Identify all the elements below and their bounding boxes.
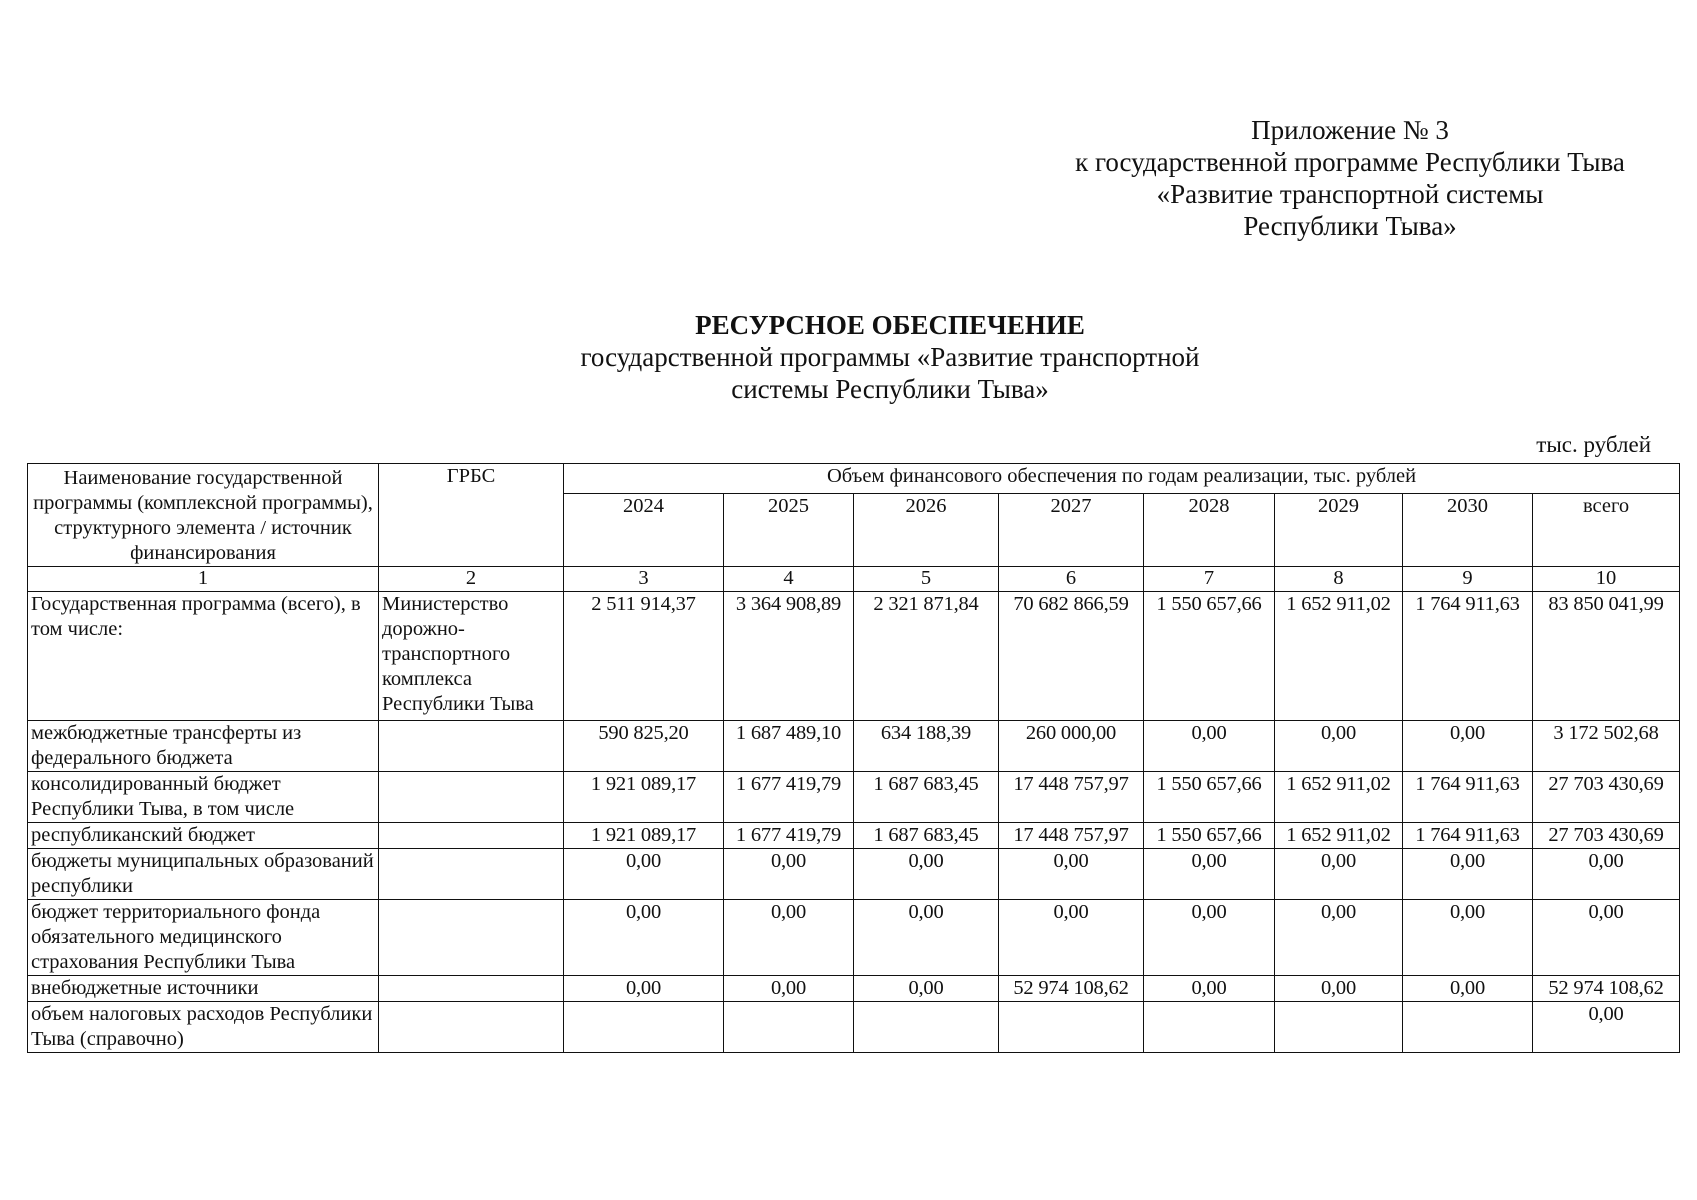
row-value: 0,00 [724,976,854,1002]
row-value: 1 764 911,63 [1403,823,1533,849]
header-year: 2027 [999,494,1144,567]
appendix-header [1040,114,1660,242]
row-value: 0,00 [854,900,999,976]
column-number: 6 [999,567,1144,592]
row-name: консолидированный бюджет Республики Тыва, в том числе [28,772,379,823]
row-value [1275,1002,1403,1053]
row-value: 0,00 [1403,721,1533,772]
row-value: 0,00 [1403,976,1533,1002]
header-year: 2028 [1144,494,1275,567]
row-value [999,1002,1144,1053]
page-subtitle-cont: системы Республики Тыва» [731,374,1049,404]
table-row [28,721,1680,772]
row-value: 260 000,00 [999,721,1144,772]
row-total: 0,00 [1533,849,1680,900]
row-value: 0,00 [724,849,854,900]
row-name: межбюджетные трансферты из федерального бюджета [28,721,379,772]
row-value: 2 511 914,37 [564,592,724,721]
row-value: 0,00 [999,900,1144,976]
row-grbs [379,976,564,1002]
row-value: 0,00 [854,849,999,900]
row-value: 0,00 [564,976,724,1002]
row-value: 0,00 [564,900,724,976]
row-value: 3 364 908,89 [724,592,854,721]
row-value: 0,00 [1144,849,1275,900]
row-value: 1 921 089,17 [564,823,724,849]
row-value: 52 974 108,62 [999,976,1144,1002]
row-grbs [379,721,564,772]
row-grbs [379,772,564,823]
row-value: 1 687 683,45 [854,772,999,823]
header-year: 2030 [1403,494,1533,567]
appendix-reference: к государственной программе Республики Тыва [1075,147,1625,177]
row-value [854,1002,999,1053]
appendix-number: Приложение № 3 [1251,115,1449,145]
row-value: 590 825,20 [564,721,724,772]
header-name: Наименование государственной программы (комплексной программы), структурного элемента / источник финансирования [28,464,379,567]
row-total: 0,00 [1533,900,1680,976]
table-row [28,849,1680,900]
row-grbs [379,900,564,976]
row-value: 1 550 657,66 [1144,592,1275,721]
row-value: 1 652 911,02 [1275,823,1403,849]
table-row [28,772,1680,823]
row-value: 0,00 [1144,721,1275,772]
row-value: 1 652 911,02 [1275,772,1403,823]
column-numbers-row [28,567,1680,592]
header-total: всего [1533,494,1680,567]
row-value: 0,00 [999,849,1144,900]
row-grbs [379,823,564,849]
header-volume: Объем финансового обеспечения по годам реализации, тыс. рублей [564,464,1680,494]
header-grbs: ГРБС [379,464,564,567]
row-value [1144,1002,1275,1053]
row-value: 17 448 757,97 [999,772,1144,823]
table-row [28,976,1680,1002]
row-total: 3 172 502,68 [1533,721,1680,772]
row-value: 0,00 [1403,849,1533,900]
row-value: 0,00 [564,849,724,900]
column-number: 10 [1533,567,1680,592]
table-row [28,823,1680,849]
row-value: 17 448 757,97 [999,823,1144,849]
column-number: 2 [379,567,564,592]
table-row [28,592,1680,721]
row-value [564,1002,724,1053]
row-name: объем налоговых расходов Республики Тыва (справочно) [28,1002,379,1053]
appendix-program-name: «Развитие транспортной системы [1156,179,1544,209]
row-total: 52 974 108,62 [1533,976,1680,1002]
row-value: 0,00 [1144,976,1275,1002]
column-number: 4 [724,567,854,592]
row-value [724,1002,854,1053]
row-value: 1 550 657,66 [1144,823,1275,849]
row-value: 634 188,39 [854,721,999,772]
row-value: 1 652 911,02 [1275,592,1403,721]
resource-table [27,463,1680,1053]
row-name: бюджеты муниципальных образований республики [28,849,379,900]
row-value: 1 764 911,63 [1403,592,1533,721]
row-value: 0,00 [854,976,999,1002]
page-subtitle: государственной программы «Развитие транспортной [580,342,1200,372]
column-number: 1 [28,567,379,592]
table-row [28,1002,1680,1053]
row-total: 0,00 [1533,1002,1680,1053]
header-year: 2026 [854,494,999,567]
row-value: 1 687 683,45 [854,823,999,849]
row-value: 1 677 419,79 [724,772,854,823]
row-value: 1 687 489,10 [724,721,854,772]
row-total: 27 703 430,69 [1533,823,1680,849]
row-value: 1 921 089,17 [564,772,724,823]
row-value: 1 550 657,66 [1144,772,1275,823]
row-value: 0,00 [1275,900,1403,976]
row-grbs [379,1002,564,1053]
row-total: 27 703 430,69 [1533,772,1680,823]
row-value: 70 682 866,59 [999,592,1144,721]
header-year: 2025 [724,494,854,567]
row-value: 2 321 871,84 [854,592,999,721]
row-name: Государственная программа (всего), в том числе: [28,592,379,721]
column-number: 7 [1144,567,1275,592]
row-value: 0,00 [1275,721,1403,772]
row-value: 0,00 [724,900,854,976]
row-value: 1 677 419,79 [724,823,854,849]
column-number: 9 [1403,567,1533,592]
row-value: 0,00 [1403,900,1533,976]
row-name: бюджет территориального фонда обязательного медицинского страхования Республики Тыва [28,900,379,976]
page-title: РЕСУРСНОЕ ОБЕСПЕЧЕНИЕ [695,310,1085,340]
column-number: 8 [1275,567,1403,592]
units-note: тыс. рублей [1536,432,1651,457]
appendix-program-name-cont: Республики Тыва» [1243,211,1457,241]
row-value: 0,00 [1144,900,1275,976]
column-number: 3 [564,567,724,592]
row-value: 0,00 [1275,976,1403,1002]
row-value: 0,00 [1275,849,1403,900]
header-year: 2029 [1275,494,1403,567]
table-row [28,900,1680,976]
row-name: внебюджетные источники [28,976,379,1002]
row-name: республиканский бюджет [28,823,379,849]
column-number: 5 [854,567,999,592]
row-total: 83 850 041,99 [1533,592,1680,721]
document-title [450,309,1330,405]
row-grbs: Министерство дорожно-транспортного комплекса Республики Тыва [379,592,564,721]
header-year: 2024 [564,494,724,567]
row-value: 1 764 911,63 [1403,772,1533,823]
row-grbs [379,849,564,900]
row-value [1403,1002,1533,1053]
table-header-row [28,464,1680,494]
